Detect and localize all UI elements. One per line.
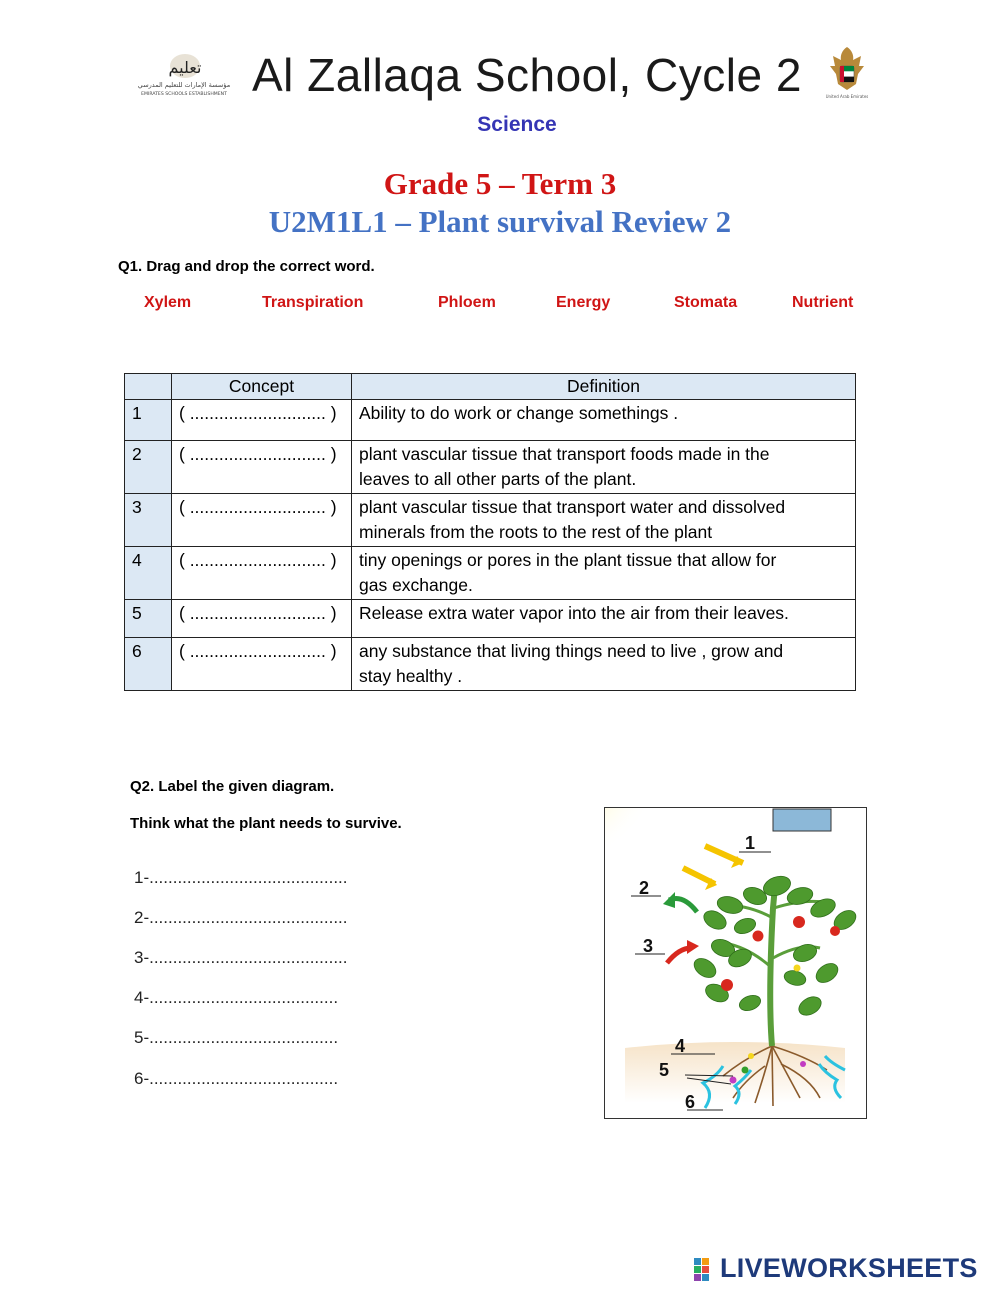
diagram-label-5: 5 (659, 1060, 670, 1080)
row-number: 5 (125, 600, 172, 638)
answer-line-2[interactable]: 2-.......................................... (134, 908, 348, 927)
carbon-dioxide-arrow-icon (687, 940, 699, 954)
diagram-label-2: 2 (639, 878, 650, 898)
definition-cell (352, 400, 856, 441)
esa-logo (128, 52, 240, 98)
plant-diagram (604, 807, 867, 1119)
row-number: 1 (125, 400, 172, 441)
plant-illustration (605, 808, 866, 1118)
q2-prompt: Q2. Label the given diagram. (130, 778, 335, 795)
leaves (691, 873, 860, 1019)
table-row (125, 638, 856, 691)
concept-drop-zone[interactable]: ( ............................ ) (172, 638, 352, 691)
word-stomata[interactable]: Stomata (674, 294, 738, 311)
answer-line-5[interactable]: 5-........................................ (134, 1028, 339, 1047)
header-concept: Concept (172, 374, 352, 400)
answer-line-4[interactable]: 4-........................................ (134, 988, 339, 1007)
concept-drop-zone[interactable]: ( ............................ ) (172, 400, 352, 441)
answer-line-3[interactable]: 3-.......................................... (134, 948, 348, 967)
definition-cell (352, 441, 856, 494)
definition-line: leaves to all other parts of the plant. (359, 469, 637, 489)
definition-line: Release extra water vapor into the air from their leaves. (359, 603, 789, 623)
word-xylem[interactable]: Xylem (144, 294, 192, 311)
esa-logo-org-english: EMIRATES SCHOOLS ESTABLISHMENT (141, 92, 227, 97)
diagram-label-6: 6 (685, 1092, 696, 1112)
uae-emblem (826, 44, 868, 100)
concept-drop-zone[interactable]: ( ............................ ) (172, 600, 352, 638)
school-title: Al Zallaqa School, Cycle 2 (252, 49, 802, 101)
definition-line: gas exchange. (359, 575, 473, 595)
nutrient-dot (748, 1053, 754, 1059)
definition-cell (352, 547, 856, 600)
word-nutrient[interactable]: Nutrient (792, 294, 854, 311)
definition-line: plant vascular tissue that transport foods made in the (359, 444, 770, 464)
nutrient-dot (742, 1067, 749, 1074)
definitions-table (124, 373, 856, 691)
table-row (125, 494, 856, 547)
definition-line: Ability to do work or change somethings . (359, 403, 679, 423)
q1-prompt: Q1. Drag and drop the correct word. (118, 258, 375, 275)
word-energy[interactable]: Energy (556, 294, 611, 311)
definition-line: stay healthy . (359, 666, 463, 686)
row-number: 4 (125, 547, 172, 600)
header-definition: Definition (352, 374, 856, 400)
uae-emblem-icon (826, 44, 868, 100)
concept-drop-zone[interactable]: ( ............................ ) (172, 441, 352, 494)
sun-icon (605, 808, 667, 870)
table-row (125, 441, 856, 494)
row-number: 6 (125, 638, 172, 691)
nutrient-dot (800, 1061, 806, 1067)
q2-hint: Think what the plant needs to survive. (130, 815, 402, 832)
definition-cell (352, 600, 856, 638)
answer-line-6[interactable]: 6-........................................ (134, 1069, 339, 1088)
row-number: 3 (125, 494, 172, 547)
definition-line: minerals from the roots to the rest of the plant (359, 522, 713, 542)
definition-cell (352, 638, 856, 691)
diagram-label-box[interactable] (773, 809, 831, 831)
oxygen-arrow-icon (663, 892, 675, 908)
table-row (125, 400, 856, 441)
definition-cell (352, 494, 856, 547)
definition-line: plant vascular tissue that transport water and dissolved (359, 497, 786, 517)
nutrient-dot (730, 1077, 737, 1084)
word-phloem[interactable]: Phloem (438, 294, 496, 311)
liveworksheets-logo-icon (694, 1258, 718, 1282)
answer-line-1[interactable]: 1-.......................................... (134, 868, 348, 887)
table-row (125, 547, 856, 600)
diagram-label-1: 1 (745, 833, 756, 853)
concept-drop-zone[interactable]: ( ............................ ) (172, 547, 352, 600)
esa-logo-graphic (128, 52, 240, 98)
esa-logo-org-arabic: مؤسسة الإمارات للتعليم المدرسي (137, 81, 231, 89)
definition-line: tiny openings or pores in the plant tissue that allow for (359, 550, 777, 570)
header-num (125, 374, 172, 400)
diagram-label-3: 3 (643, 936, 654, 956)
uae-emblem-caption: United Arab Emirates (826, 94, 868, 99)
esa-logo-arabic: تعليم (168, 58, 202, 77)
concept-drop-zone[interactable]: ( ............................ ) (172, 494, 352, 547)
row-number: 2 (125, 441, 172, 494)
word-transpiration[interactable]: Transpiration (262, 294, 364, 311)
grade-heading: Grade 5 – Term 3 (383, 166, 617, 201)
diagram-label-4: 4 (675, 1036, 686, 1056)
definition-line: any substance that living things need to live , grow and (359, 641, 784, 661)
subject-label: Science (477, 113, 557, 136)
liveworksheets-brand: LIVEWORKSHEETS (720, 1253, 978, 1283)
stem (770, 878, 775, 1046)
flower (794, 965, 801, 972)
lesson-heading: U2M1L1 – Plant survival Review 2 (268, 204, 732, 239)
table-header-row (125, 374, 856, 400)
table-row (125, 600, 856, 638)
